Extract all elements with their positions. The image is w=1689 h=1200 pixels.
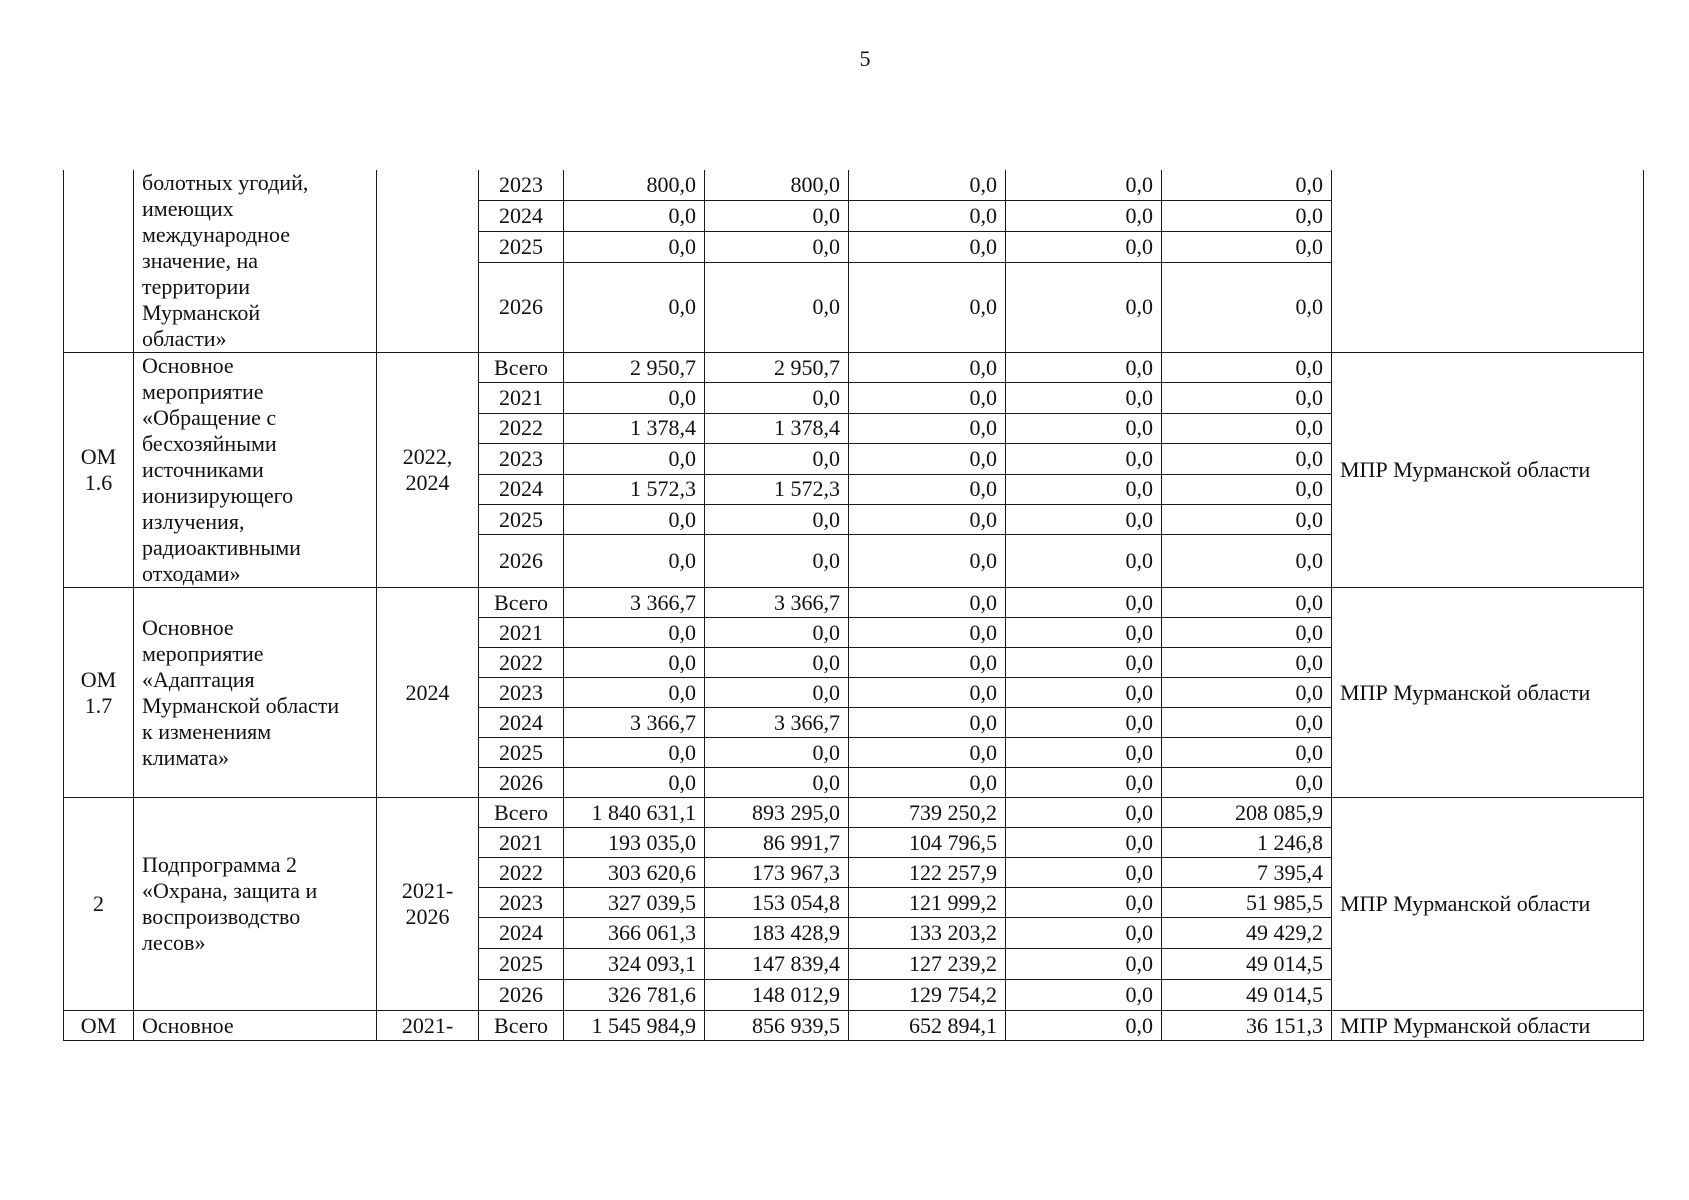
amount-cell: 366 061,3 xyxy=(564,918,705,949)
amount-cell: 0,0 xyxy=(705,444,849,474)
amount-cell: 0,0 xyxy=(564,262,705,352)
amount-cell: 0,0 xyxy=(849,738,1006,768)
amount-cell: 0,0 xyxy=(564,768,705,798)
amount-cell: 153 054,8 xyxy=(705,888,849,918)
year-cell: 2021 xyxy=(479,828,564,858)
table-row xyxy=(64,170,1644,201)
amount-cell: 0,0 xyxy=(705,504,849,534)
amount-cell: 133 203,2 xyxy=(849,918,1006,949)
amount-cell: 0,0 xyxy=(1162,474,1332,504)
amount-cell: 0,0 xyxy=(705,262,849,352)
amount-cell: 7 395,4 xyxy=(1162,858,1332,888)
amount-cell: 148 012,9 xyxy=(705,980,849,1011)
amount-cell: 0,0 xyxy=(705,738,849,768)
amount-cell: 739 250,2 xyxy=(849,798,1006,828)
measure-name-line: «Охрана, защита и xyxy=(142,878,318,903)
amount-cell: 652 894,1 xyxy=(849,1011,1006,1041)
amount-cell: 51 985,5 xyxy=(1162,888,1332,918)
year-cell: 2023 xyxy=(479,444,564,474)
year-cell: 2023 xyxy=(479,170,564,201)
measure-name-line: Мурманской области xyxy=(142,692,340,718)
amount-cell: 0,0 xyxy=(564,444,705,474)
amount-cell: 0,0 xyxy=(1006,648,1162,678)
amount-cell: 0,0 xyxy=(849,648,1006,678)
year-cell: 2025 xyxy=(479,232,564,263)
measure-name xyxy=(134,170,377,353)
amount-cell: 173 967,3 xyxy=(705,858,849,888)
amount-cell: 0,0 xyxy=(1006,678,1162,708)
amount-cell: 0,0 xyxy=(1006,383,1162,413)
amount-cell: 0,0 xyxy=(849,618,1006,648)
year-cell: Всего xyxy=(479,1011,564,1041)
measure-name-line: климата» xyxy=(142,744,230,770)
amount-cell: 0,0 xyxy=(1006,738,1162,768)
amount-cell: 0,0 xyxy=(1162,708,1332,738)
amount-cell: 800,0 xyxy=(564,170,705,201)
amount-cell: 893 295,0 xyxy=(705,798,849,828)
amount-cell: 0,0 xyxy=(705,201,849,232)
amount-cell: 49 014,5 xyxy=(1162,980,1332,1011)
amount-cell: 0,0 xyxy=(1162,504,1332,534)
amount-cell: 0,0 xyxy=(564,232,705,263)
amount-cell: 129 754,2 xyxy=(849,980,1006,1011)
amount-cell: 0,0 xyxy=(1006,201,1162,232)
amount-cell: 1 246,8 xyxy=(1162,828,1332,858)
amount-cell: 0,0 xyxy=(705,383,849,413)
amount-cell: 0,0 xyxy=(849,768,1006,798)
amount-cell: 0,0 xyxy=(849,232,1006,263)
amount-cell: 0,0 xyxy=(849,474,1006,504)
measure-name-line: Основное xyxy=(142,1012,234,1038)
page-number: 5 xyxy=(859,46,871,71)
measure-name-line: Подпрограмма 2 xyxy=(142,852,297,877)
year-cell: Всего xyxy=(479,588,564,618)
amount-cell: 0,0 xyxy=(1006,1011,1162,1041)
amount-cell: 193 035,0 xyxy=(564,828,705,858)
amount-cell: 2 950,7 xyxy=(564,353,705,383)
amount-cell: 0,0 xyxy=(564,535,705,588)
amount-cell: 49 429,2 xyxy=(1162,918,1332,949)
year-cell: 2024 xyxy=(479,474,564,504)
year-cell: 2025 xyxy=(479,949,564,980)
table-row xyxy=(64,798,1644,828)
amount-cell: 0,0 xyxy=(1006,798,1162,828)
measure-name-line: области» xyxy=(142,326,227,351)
amount-cell: 0,0 xyxy=(1162,383,1332,413)
year-cell: 2021 xyxy=(479,383,564,413)
amount-cell: 3 366,7 xyxy=(564,708,705,738)
amount-cell: 0,0 xyxy=(1006,708,1162,738)
measure-name-line: радиоактивными xyxy=(142,535,301,560)
amount-cell: 0,0 xyxy=(1162,232,1332,263)
amount-cell: 0,0 xyxy=(1006,918,1162,949)
measure-name-line: мероприятие xyxy=(142,640,264,666)
year-cell: 2024 xyxy=(479,918,564,949)
amount-cell: 1 378,4 xyxy=(705,413,849,443)
measure-name-line: к изменениям xyxy=(142,718,272,744)
measure-name-line: мероприятие xyxy=(142,379,264,404)
year-cell: Всего xyxy=(479,353,564,383)
year-cell: 2024 xyxy=(479,201,564,232)
year-cell: 2026 xyxy=(479,768,564,798)
amount-cell: 0,0 xyxy=(1162,201,1332,232)
amount-cell: 0,0 xyxy=(564,678,705,708)
measure-name-line: болотных угодий, xyxy=(142,170,309,195)
amount-cell: 1 378,4 xyxy=(564,413,705,443)
measure-name-line: «Обращение с xyxy=(142,405,277,430)
amount-cell: 0,0 xyxy=(705,768,849,798)
amount-cell: 3 366,7 xyxy=(564,588,705,618)
amount-cell: 0,0 xyxy=(849,588,1006,618)
amount-cell: 0,0 xyxy=(1162,678,1332,708)
amount-cell: 3 366,7 xyxy=(705,588,849,618)
amount-cell: 0,0 xyxy=(1006,170,1162,201)
year-cell: 2025 xyxy=(479,504,564,534)
amount-cell: 1 572,3 xyxy=(564,474,705,504)
measure-name-line: Основное xyxy=(142,614,234,640)
amount-cell: 0,0 xyxy=(1006,828,1162,858)
year-cell: 2023 xyxy=(479,888,564,918)
amount-cell: 0,0 xyxy=(564,504,705,534)
year-cell: 2026 xyxy=(479,262,564,352)
measure-name-line: «Адаптация xyxy=(142,666,255,692)
amount-cell: 3 366,7 xyxy=(705,708,849,738)
measure-code: ОМ 1.7 xyxy=(64,588,134,798)
amount-cell: 0,0 xyxy=(1006,413,1162,443)
responsible-executor xyxy=(1332,170,1644,353)
measure-name-line: Мурманской xyxy=(142,300,261,325)
measure-name-line: источниками xyxy=(142,457,264,482)
amount-cell: 0,0 xyxy=(1006,588,1162,618)
measure-name-line: значение, на xyxy=(142,248,259,273)
implementation-period: 2024 xyxy=(377,588,479,798)
measure-name xyxy=(134,1011,377,1041)
implementation-period: 2021- xyxy=(377,1011,479,1041)
amount-cell: 49 014,5 xyxy=(1162,949,1332,980)
measure-name-line: бесхозяйными xyxy=(142,431,277,456)
year-cell: 2022 xyxy=(479,413,564,443)
measure-name-line: Основное xyxy=(142,353,234,378)
amount-cell: 0,0 xyxy=(1006,618,1162,648)
amount-cell: 208 085,9 xyxy=(1162,798,1332,828)
responsible-executor: МПР Мурманской области xyxy=(1332,798,1644,1011)
amount-cell: 0,0 xyxy=(1162,170,1332,201)
measure-name xyxy=(134,353,377,588)
amount-cell: 0,0 xyxy=(1162,413,1332,443)
amount-cell: 303 620,6 xyxy=(564,858,705,888)
budget-table xyxy=(63,170,1644,1041)
year-cell: 2026 xyxy=(479,980,564,1011)
measure-name-line: излучения, xyxy=(142,509,245,534)
measure-code: 2 xyxy=(64,798,134,1011)
amount-cell: 0,0 xyxy=(1006,474,1162,504)
measure-code: ОМ xyxy=(64,1011,134,1041)
measure-code: ОМ 1.6 xyxy=(64,353,134,588)
table-row xyxy=(64,1011,1644,1041)
amount-cell: 0,0 xyxy=(1006,980,1162,1011)
amount-cell: 0,0 xyxy=(1162,768,1332,798)
year-cell: 2025 xyxy=(479,738,564,768)
amount-cell: 0,0 xyxy=(705,678,849,708)
amount-cell: 0,0 xyxy=(849,262,1006,352)
amount-cell: 0,0 xyxy=(849,413,1006,443)
measure-name-line: воспроизводство xyxy=(142,904,301,929)
year-cell: 2022 xyxy=(479,858,564,888)
measure-name xyxy=(134,588,377,798)
amount-cell: 0,0 xyxy=(1006,858,1162,888)
table-row xyxy=(64,353,1644,383)
measure-name-line: международное xyxy=(142,222,290,247)
amount-cell: 324 093,1 xyxy=(564,949,705,980)
amount-cell: 147 839,4 xyxy=(705,949,849,980)
amount-cell: 0,0 xyxy=(849,708,1006,738)
amount-cell: 0,0 xyxy=(849,444,1006,474)
responsible-executor: МПР Мурманской области xyxy=(1332,1011,1644,1041)
amount-cell: 0,0 xyxy=(564,201,705,232)
amount-cell: 0,0 xyxy=(849,353,1006,383)
responsible-executor: МПР Мурманской области xyxy=(1332,588,1644,798)
amount-cell: 0,0 xyxy=(1162,738,1332,768)
measure-name-line: ионизирующего xyxy=(142,483,294,508)
amount-cell: 0,0 xyxy=(1006,535,1162,588)
amount-cell: 0,0 xyxy=(705,618,849,648)
amount-cell: 856 939,5 xyxy=(705,1011,849,1041)
amount-cell: 122 257,9 xyxy=(849,858,1006,888)
amount-cell: 0,0 xyxy=(1006,262,1162,352)
year-cell: 2024 xyxy=(479,708,564,738)
amount-cell: 0,0 xyxy=(1162,588,1332,618)
amount-cell: 1 545 984,9 xyxy=(564,1011,705,1041)
implementation-period: 2022, 2024 xyxy=(377,353,479,588)
year-cell: 2023 xyxy=(479,678,564,708)
amount-cell: 0,0 xyxy=(1006,444,1162,474)
amount-cell: 0,0 xyxy=(1006,888,1162,918)
amount-cell: 0,0 xyxy=(705,232,849,263)
amount-cell: 0,0 xyxy=(1162,444,1332,474)
amount-cell: 0,0 xyxy=(564,738,705,768)
amount-cell: 36 151,3 xyxy=(1162,1011,1332,1041)
amount-cell: 0,0 xyxy=(849,678,1006,708)
amount-cell: 800,0 xyxy=(705,170,849,201)
year-cell: 2022 xyxy=(479,648,564,678)
amount-cell: 2 950,7 xyxy=(705,353,849,383)
measure-name-line: территории xyxy=(142,274,251,299)
amount-cell: 0,0 xyxy=(1162,618,1332,648)
amount-cell: 327 039,5 xyxy=(564,888,705,918)
amount-cell: 0,0 xyxy=(849,170,1006,201)
amount-cell: 0,0 xyxy=(1006,768,1162,798)
year-cell: 2026 xyxy=(479,535,564,588)
implementation-period xyxy=(377,170,479,353)
table-row xyxy=(64,588,1644,618)
year-cell: 2021 xyxy=(479,618,564,648)
amount-cell: 0,0 xyxy=(849,201,1006,232)
amount-cell: 0,0 xyxy=(564,648,705,678)
amount-cell: 0,0 xyxy=(849,535,1006,588)
amount-cell: 104 796,5 xyxy=(849,828,1006,858)
measure-name-line: имеющих xyxy=(142,196,234,221)
amount-cell: 121 999,2 xyxy=(849,888,1006,918)
amount-cell: 0,0 xyxy=(705,535,849,588)
amount-cell: 0,0 xyxy=(1006,353,1162,383)
measure-code xyxy=(64,170,134,353)
measure-name-line: отходами» xyxy=(142,561,241,586)
amount-cell: 1 572,3 xyxy=(705,474,849,504)
amount-cell: 0,0 xyxy=(564,383,705,413)
amount-cell: 0,0 xyxy=(1162,353,1332,383)
amount-cell: 0,0 xyxy=(849,383,1006,413)
amount-cell: 0,0 xyxy=(1162,262,1332,352)
responsible-executor: МПР Мурманской области xyxy=(1332,353,1644,588)
amount-cell: 183 428,9 xyxy=(705,918,849,949)
measure-name xyxy=(134,798,377,1011)
amount-cell: 0,0 xyxy=(1162,648,1332,678)
amount-cell: 86 991,7 xyxy=(705,828,849,858)
amount-cell: 127 239,2 xyxy=(849,949,1006,980)
amount-cell: 0,0 xyxy=(1006,232,1162,263)
amount-cell: 1 840 631,1 xyxy=(564,798,705,828)
year-cell: Всего xyxy=(479,798,564,828)
amount-cell: 0,0 xyxy=(705,648,849,678)
amount-cell: 0,0 xyxy=(1006,504,1162,534)
measure-name-line: лесов» xyxy=(142,930,206,955)
amount-cell: 0,0 xyxy=(849,504,1006,534)
amount-cell: 0,0 xyxy=(1162,535,1332,588)
amount-cell: 0,0 xyxy=(1006,949,1162,980)
amount-cell: 326 781,6 xyxy=(564,980,705,1011)
amount-cell: 0,0 xyxy=(564,618,705,648)
implementation-period: 2021- 2026 xyxy=(377,798,479,1011)
